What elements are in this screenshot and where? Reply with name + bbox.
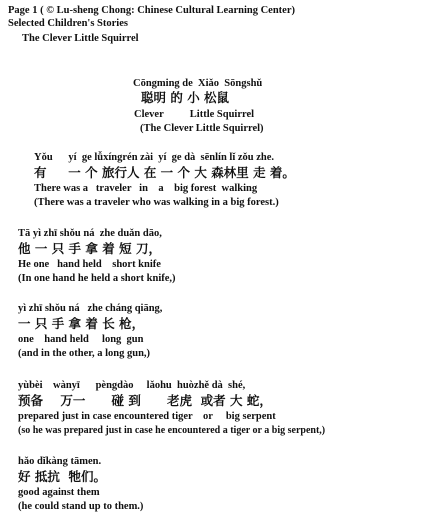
stanza-1-pinyin: Yǒu yí ge lǚxíngrén zài yí ge dà sēnlín lǐ zǒu zhe. [34,152,275,163]
stanza-2-english: He one hand held short knife [18,259,161,270]
stanza-5-pinyin: hǎo dǐkàng tāmen. [18,456,102,467]
stanza-4-english: prepared just in case encountered tiger or big serpent [18,411,276,422]
stanza-5-chinese: 好 抵抗 牠们。 [18,469,107,484]
title-translation: (The Clever Little Squirrel) [140,123,264,134]
stanza-3-english: one hand held long gun [18,334,144,345]
header-line-3: The Clever Little Squirrel [22,33,139,44]
stanza-2-chinese: 他 一 只 手 拿 着 短 刀， [18,241,161,256]
stanza-4-translation: (so he was prepared just in case he encountered a tiger or a big serpent,) [18,425,326,436]
header-line-2: Selected Children's Stories [8,18,128,29]
title-chinese: 聪明 的 小 松鼠 [141,90,230,105]
stanza-1-translation: (There was a traveler who was walking in a big forest.) [34,197,279,208]
stanza-4-chinese: 预备 万一 碰 到 老虎 或者 大 蛇， [18,393,272,408]
title-pinyin: Cōngming de Xiǎo Sōngshǔ [133,78,263,89]
header-line-1: Page 1 ( © Lu-sheng Chong: Chinese Cultural Learning Center) [8,5,295,16]
stanza-5-english: good against them [18,487,100,498]
title-english: Clever Little Squirrel [134,109,255,120]
stanza-2-translation: (In one hand he held a short knife,) [18,273,176,284]
stanza-1-chinese: 有 一 个 旅行人 在 一 个 大 森林里 走 着。 [34,165,295,180]
stanza-3-translation: (and in the other, a long gun,) [18,348,151,359]
stanza-3-chinese: 一 只 手 拿 着 长 枪， [18,316,145,331]
stanza-2-pinyin: Tā yì zhī shǒu ná zhe duǎn dāo, [18,228,162,239]
stanza-3-pinyin: yì zhī shǒu ná zhe cháng qiāng, [18,303,163,314]
stanza-5-translation: (he could stand up to them.) [18,501,144,512]
stanza-4-pinyin: yùbèi wànyī pèngdào lǎohu huòzhě dà shé, [18,380,246,391]
stanza-1-english: There was a traveler in a big forest walking [34,183,258,194]
